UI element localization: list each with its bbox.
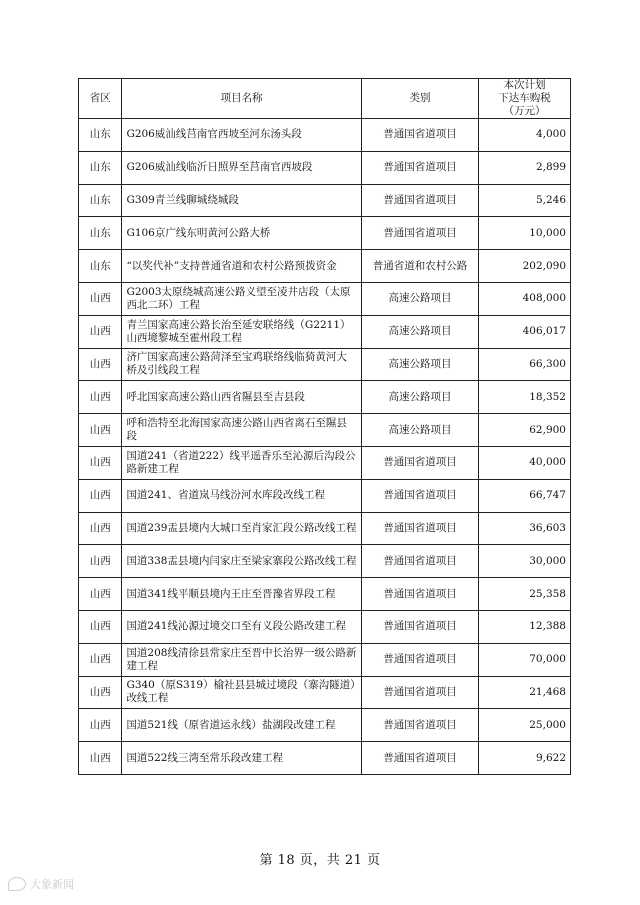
table-row xyxy=(79,742,571,775)
cell-province: 山西 xyxy=(79,446,122,479)
cell-category: 普通国省道项目 xyxy=(361,643,478,676)
cell-category: 高速公路项目 xyxy=(361,282,478,315)
table-row xyxy=(79,479,571,512)
cell-project-name: 国道522线三湾至常乐段改建工程 xyxy=(122,742,361,775)
cell-amount: 202,090 xyxy=(479,250,571,283)
cell-category: 普通国省道项目 xyxy=(361,545,478,578)
cell-category: 高速公路项目 xyxy=(361,315,478,348)
cell-category: 普通国省道项目 xyxy=(361,479,478,512)
cell-amount: 18,352 xyxy=(479,381,571,414)
cell-category: 普通国省道项目 xyxy=(361,446,478,479)
cell-amount: 10,000 xyxy=(479,217,571,250)
cell-category: 普通国省道项目 xyxy=(361,512,478,545)
cell-project-name: G309青兰线聊城绕城段 xyxy=(122,184,361,217)
cell-project-name: 国道241线沁源过境交口至有义段公路改建工程 xyxy=(122,610,361,643)
page-number: 第 18 页，共 21 页 xyxy=(259,853,381,868)
table-row xyxy=(79,545,571,578)
cell-category: 普通国省道项目 xyxy=(361,742,478,775)
cell-project-name: 呼北国家高速公路山西省隰县至吉县段 xyxy=(122,381,361,414)
cell-project-name: G340（原S319）榆社县县城过境段（寨沟隧道）改线工程 xyxy=(122,676,361,709)
cell-amount: 40,000 xyxy=(479,446,571,479)
table-row xyxy=(79,250,571,283)
cell-category: 普通国省道项目 xyxy=(361,578,478,611)
cell-project-name: 国道521线（原省道运永线）盐湖段改建工程 xyxy=(122,709,361,742)
cell-category: 高速公路项目 xyxy=(361,414,478,447)
table-row xyxy=(79,414,571,447)
cell-project-name: G106京广线东明黄河公路大桥 xyxy=(122,217,361,250)
table-row xyxy=(79,119,571,152)
cell-amount: 62,900 xyxy=(479,414,571,447)
table-row xyxy=(79,151,571,184)
cell-amount: 408,000 xyxy=(479,282,571,315)
cell-province: 山东 xyxy=(79,119,122,152)
cell-category: 普通国省道项目 xyxy=(361,217,478,250)
cell-province: 山西 xyxy=(79,512,122,545)
cell-project-name: 国道239盂县境内大城口至肖家汇段公路改线工程 xyxy=(122,512,361,545)
cell-project-name: 济广国家高速公路菏泽至宝鸡联络线临猗黄河大桥及引线段工程 xyxy=(122,348,361,381)
table-row xyxy=(79,512,571,545)
cell-amount: 21,468 xyxy=(479,676,571,709)
table-row xyxy=(79,643,571,676)
cell-project-name: G2003太原绕城高速公路义望至凌井店段（太原西北二环）工程 xyxy=(122,282,361,315)
allocation-table xyxy=(78,78,571,775)
cell-province: 山东 xyxy=(79,184,122,217)
cell-amount: 2,899 xyxy=(479,151,571,184)
cell-project-name: G206威汕线临沂日照界至莒南官西坡段 xyxy=(122,151,361,184)
cell-project-name: 青兰国家高速公路长治至延安联络线（G2211）山西境黎城至霍州段工程 xyxy=(122,315,361,348)
cell-amount: 66,747 xyxy=(479,479,571,512)
cell-province: 山西 xyxy=(79,545,122,578)
cell-amount: 70,000 xyxy=(479,643,571,676)
table-row xyxy=(79,315,571,348)
cell-project-name: 国道241、省道岚马线汾河水库段改线工程 xyxy=(122,479,361,512)
cell-project-name: G206威汕线莒南官西坡至河东汤头段 xyxy=(122,119,361,152)
cell-project-name: 国道208线清徐县常家庄至晋中长治界一级公路新建工程 xyxy=(122,643,361,676)
cell-province: 山东 xyxy=(79,217,122,250)
watermark-text: 大象新闻 xyxy=(30,878,74,891)
cell-amount: 9,622 xyxy=(479,742,571,775)
cell-category: 普通省道和农村公路 xyxy=(361,250,478,283)
cell-amount: 25,358 xyxy=(479,578,571,611)
header-project-name: 项目名称 xyxy=(122,79,361,119)
cell-province: 山西 xyxy=(79,643,122,676)
cell-project-name: 国道341线平顺县境内王庄至晋豫省界段工程 xyxy=(122,578,361,611)
cell-province: 山东 xyxy=(79,250,122,283)
cell-province: 山西 xyxy=(79,414,122,447)
cell-province: 山西 xyxy=(79,282,122,315)
cell-category: 普通国省道项目 xyxy=(361,676,478,709)
cell-amount: 12,388 xyxy=(479,610,571,643)
cell-province: 山西 xyxy=(79,315,122,348)
table-header-row xyxy=(79,79,571,119)
cell-project-name: 国道338盂县境内闫家庄至梁家寨段公路改线工程 xyxy=(122,545,361,578)
cell-province: 山西 xyxy=(79,709,122,742)
cell-province: 山西 xyxy=(79,578,122,611)
speech-bubble-icon xyxy=(8,877,26,891)
watermark xyxy=(8,876,74,892)
table-row xyxy=(79,282,571,315)
cell-amount: 66,300 xyxy=(479,348,571,381)
cell-amount: 36,603 xyxy=(479,512,571,545)
cell-province: 山西 xyxy=(79,479,122,512)
cell-province: 山东 xyxy=(79,151,122,184)
cell-province: 山西 xyxy=(79,610,122,643)
cell-category: 普通国省道项目 xyxy=(361,119,478,152)
cell-project-name: “以奖代补”支持普通省道和农村公路预拨资金 xyxy=(122,250,361,283)
table-row xyxy=(79,578,571,611)
table-row xyxy=(79,709,571,742)
cell-amount: 30,000 xyxy=(479,545,571,578)
table-row xyxy=(79,184,571,217)
table-row xyxy=(79,348,571,381)
header-category: 类别 xyxy=(361,79,478,119)
cell-project-name: 呼和浩特至北海国家高速公路山西省离石至隰县段 xyxy=(122,414,361,447)
cell-category: 普通国省道项目 xyxy=(361,610,478,643)
cell-category: 普通国省道项目 xyxy=(361,709,478,742)
cell-province: 山西 xyxy=(79,348,122,381)
cell-category: 高速公路项目 xyxy=(361,381,478,414)
table-row xyxy=(79,610,571,643)
cell-amount: 4,000 xyxy=(479,119,571,152)
table-row xyxy=(79,381,571,414)
cell-province: 山西 xyxy=(79,381,122,414)
cell-category: 普通国省道项目 xyxy=(361,151,478,184)
cell-category: 高速公路项目 xyxy=(361,348,478,381)
cell-amount: 5,246 xyxy=(479,184,571,217)
cell-amount: 25,000 xyxy=(479,709,571,742)
cell-province: 山西 xyxy=(79,742,122,775)
table-row xyxy=(79,217,571,250)
cell-category: 普通国省道项目 xyxy=(361,184,478,217)
cell-amount: 406,017 xyxy=(479,315,571,348)
cell-project-name: 国道241（省道222）线平遥香乐至沁源后沟段公路新建工程 xyxy=(122,446,361,479)
table-row xyxy=(79,446,571,479)
table-row xyxy=(79,676,571,709)
cell-province: 山西 xyxy=(79,676,122,709)
header-amount: 本次计划 下达车购税 （万元） xyxy=(479,79,571,119)
header-province: 省区 xyxy=(79,79,122,119)
